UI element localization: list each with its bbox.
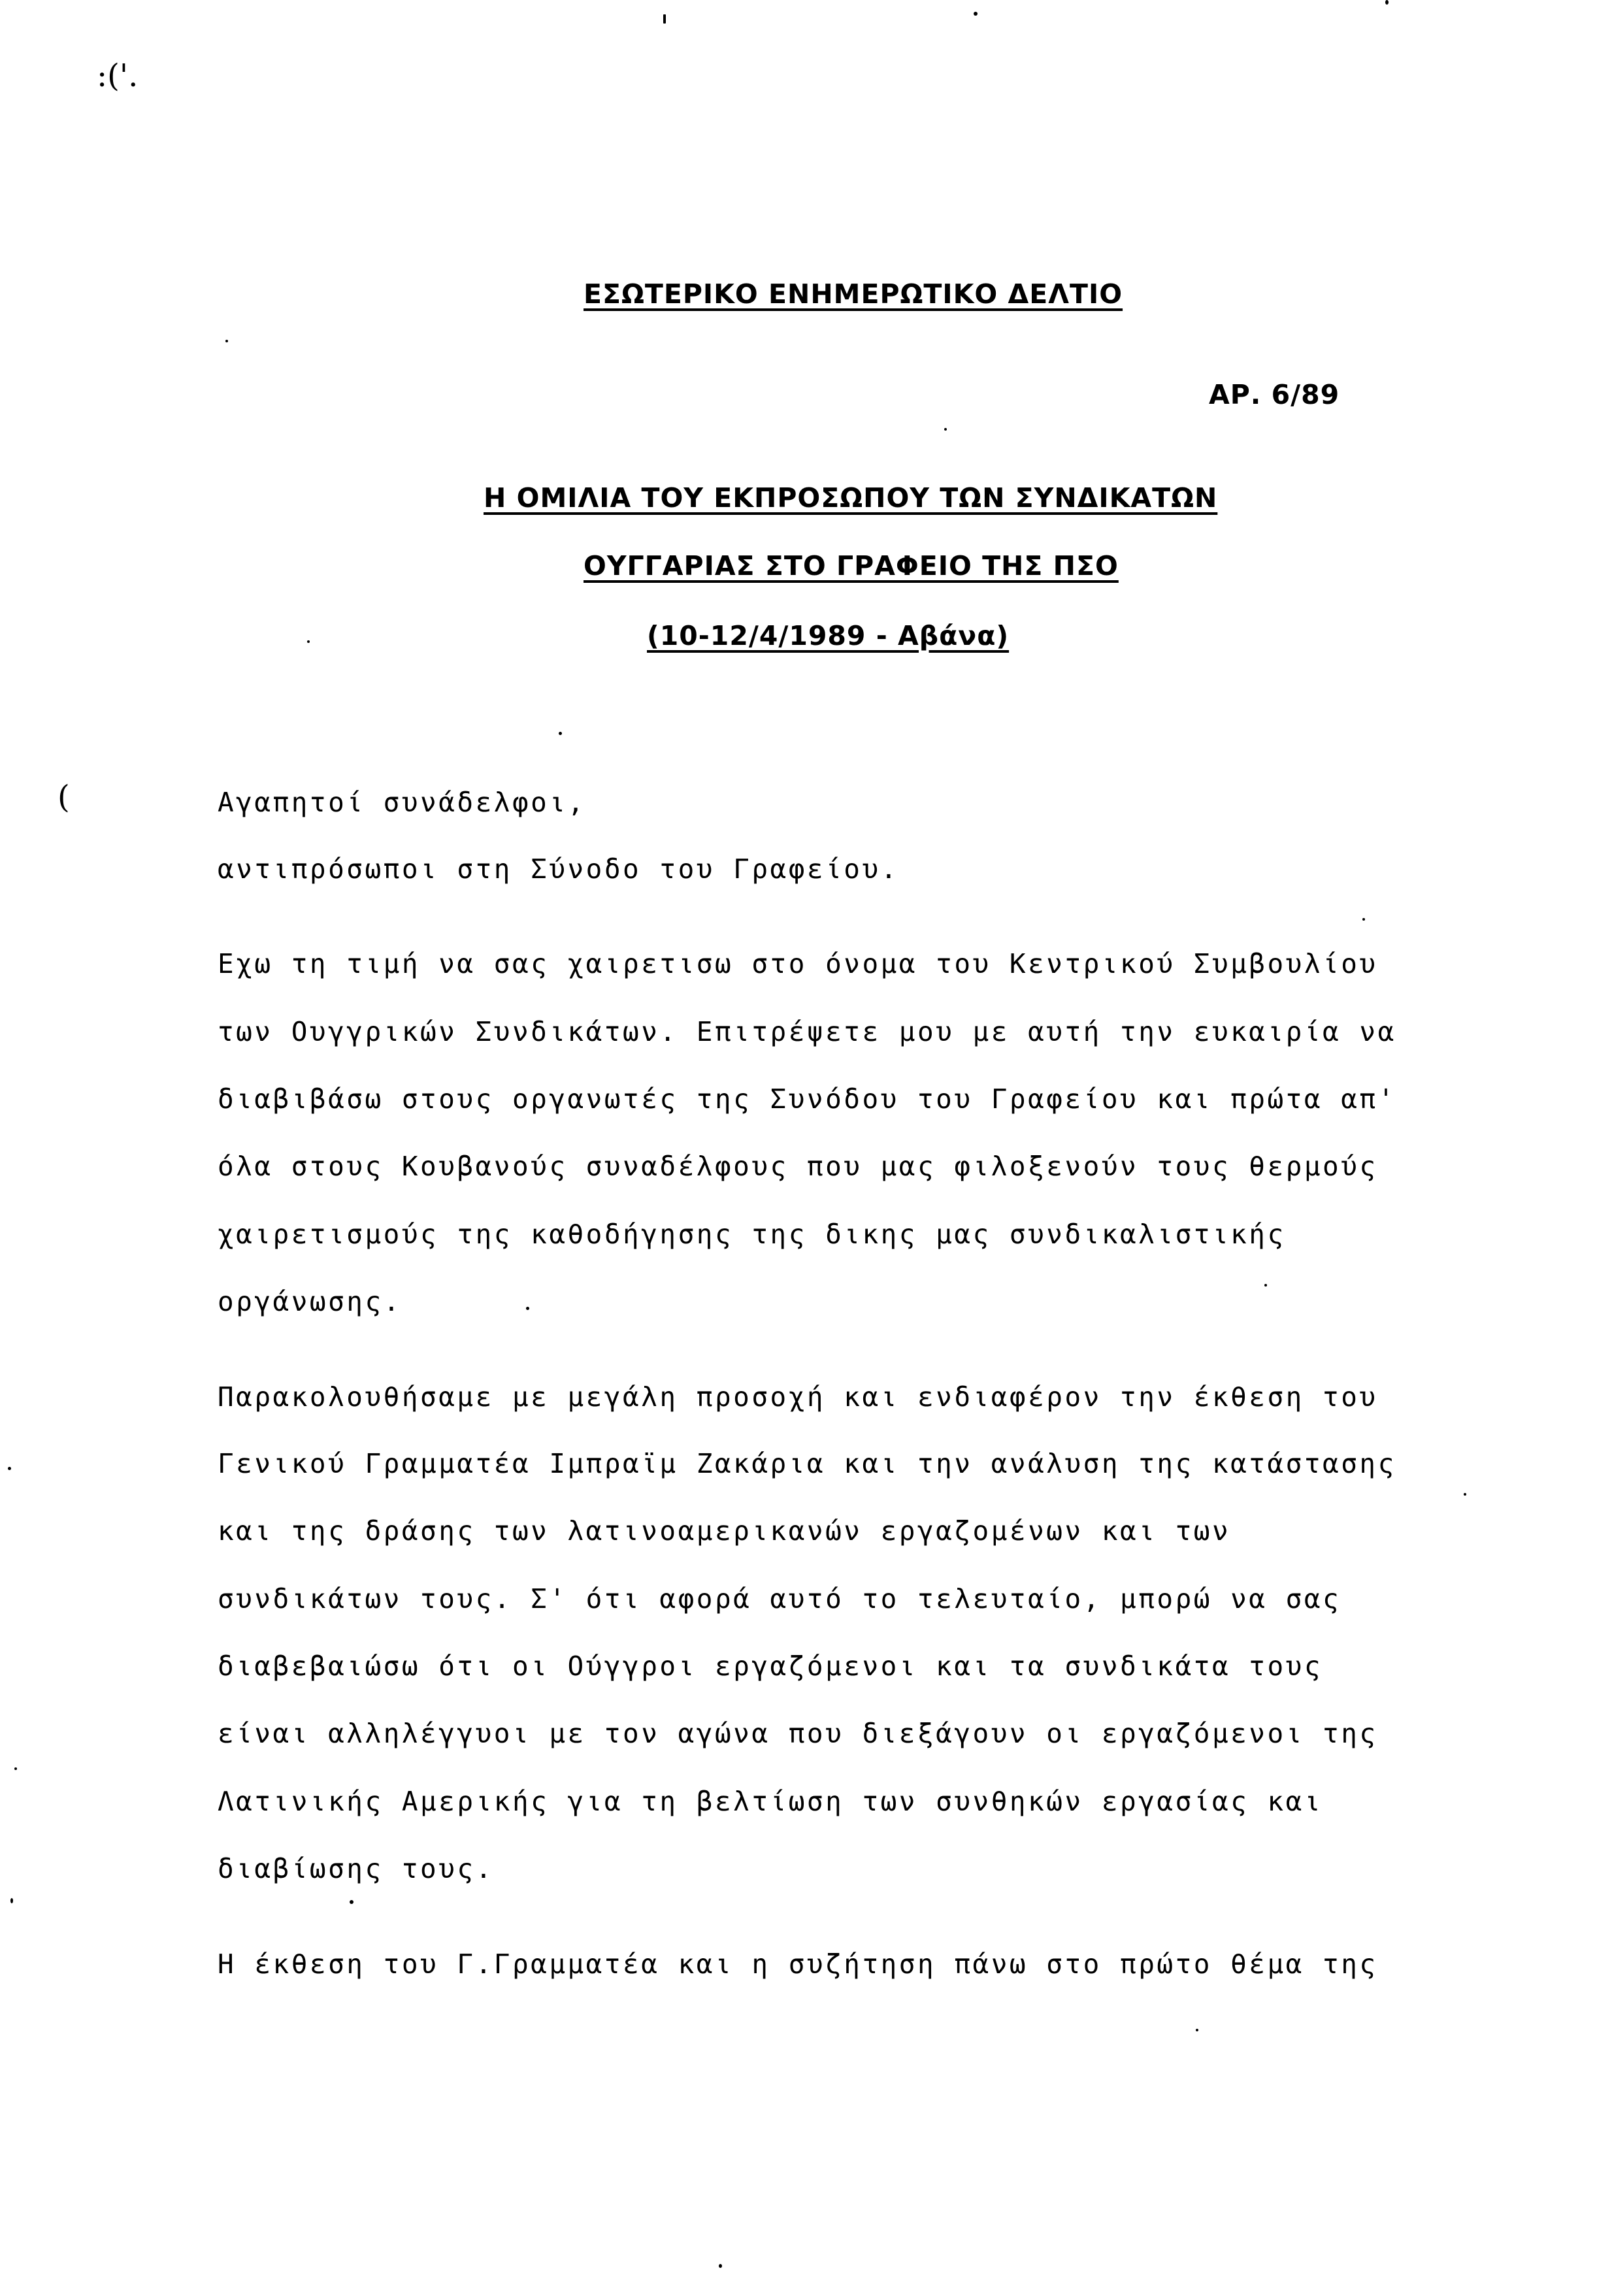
bulletin-number: ΑΡ. 6/89 (1209, 379, 1340, 410)
margin-bracket: ( (58, 779, 70, 815)
paragraph-line: είναι αλληλέγγυοι με τον αγώνα που διεξάγουν οι εργαζόμενοι της (218, 1718, 1378, 1749)
scan-speck (526, 1307, 529, 1310)
paragraph-line: διαβεβαιώσω ότι οι Ούγγροι εργαζόμενοι και τα συνδικάτα τους (218, 1650, 1323, 1682)
paragraph-line: Λατινικής Αμερικής για τη βελτίωση των συνθηκών εργασίας και (218, 1786, 1323, 1817)
scan-speck (14, 1767, 17, 1770)
paragraph-line: συνδικάτων τους. Σ' ότι αφορά αυτό το τελευταίο, μπορώ να σας (218, 1583, 1341, 1615)
paragraph-line: Εχω τη τιμή να σας χαιρετισω στο όνομα του Κεντρικού Συμβουλίου (218, 948, 1378, 979)
paragraph-line: Γενικού Γραμματέα Ιμπραϊμ Ζακάρια και την ανάλυση της κατάστασης (218, 1448, 1396, 1479)
scan-speck (1264, 1284, 1267, 1287)
paragraph-line: και της δράσης των λατινοαμερικανών εργαζομένων και των (218, 1515, 1231, 1547)
scan-speck (307, 640, 310, 643)
speech-heading-line-3: (10-12/4/1989 - Αβάνα) (647, 620, 1010, 651)
scan-speck (559, 732, 562, 735)
scan-speck (225, 340, 228, 342)
bulletin-title: ΕΣΩΤΕΡΙΚΟ ΕΝΗΜΕΡΩΤΙΚΟ ΔΕΛΤΙΟ (584, 278, 1123, 310)
salutation-line: Αγαπητοί συνάδελφοι, (218, 787, 586, 818)
speech-heading-line-2: ΟΥΓΓΑΡΙΑΣ ΣΤΟ ΓΡΑΦΕΙΟ ΤΗΣ ΠΣΟ (584, 550, 1119, 582)
paragraph-line: των Ουγγρικών Συνδικάτων. Επιτρέψετε μου με αυτή την ευκαιρία να (218, 1016, 1396, 1047)
paragraph-line: διαβιβάσω στους οργανωτές της Συνόδου του Γραφείου και πρώτα απ' (218, 1083, 1396, 1115)
paragraph-line: όλα στους Κουβανούς συναδέλφους που μας φιλοξενούν τους θερμούς (218, 1151, 1378, 1182)
scan-speck (719, 2264, 722, 2268)
scan-speck (350, 1900, 354, 1904)
scan-speck (1464, 1493, 1466, 1496)
paragraph-line: χαιρετισμούς της καθοδήγησης της δικης μας συνδικαλιστικής (218, 1219, 1286, 1250)
scan-speck (10, 1898, 13, 1903)
margin-scribble: :('. (97, 57, 139, 94)
speech-heading-line-1: Η ΟΜΙΛΙΑ ΤΟΥ ΕΚΠΡΟΣΩΠΟΥ ΤΩΝ ΣΥΝΔΙΚΑΤΩΝ (484, 482, 1218, 514)
paragraph-line: Η έκθεση του Γ.Γραμματέα και η συζήτηση πάνω στο πρώτο θέμα της (218, 1948, 1378, 1980)
scan-speck (1385, 0, 1389, 5)
salutation-line: αντιπρόσωποι στη Σύνοδο του Γραφείου. (218, 853, 899, 885)
scan-speck (974, 12, 978, 16)
scan-speck (1362, 918, 1365, 921)
paragraph-line: διαβίωσης τους. (218, 1853, 494, 1884)
paragraph-line: οργάνωσης. (218, 1286, 402, 1317)
paragraph-line: Παρακολουθήσαμε με μεγάλη προσοχή και ενδιαφέρον την έκθεση του (218, 1381, 1378, 1413)
scan-speck (1196, 2029, 1198, 2031)
scan-speck (944, 428, 947, 431)
scan-speck (8, 1467, 11, 1470)
scan-speck (663, 14, 666, 24)
